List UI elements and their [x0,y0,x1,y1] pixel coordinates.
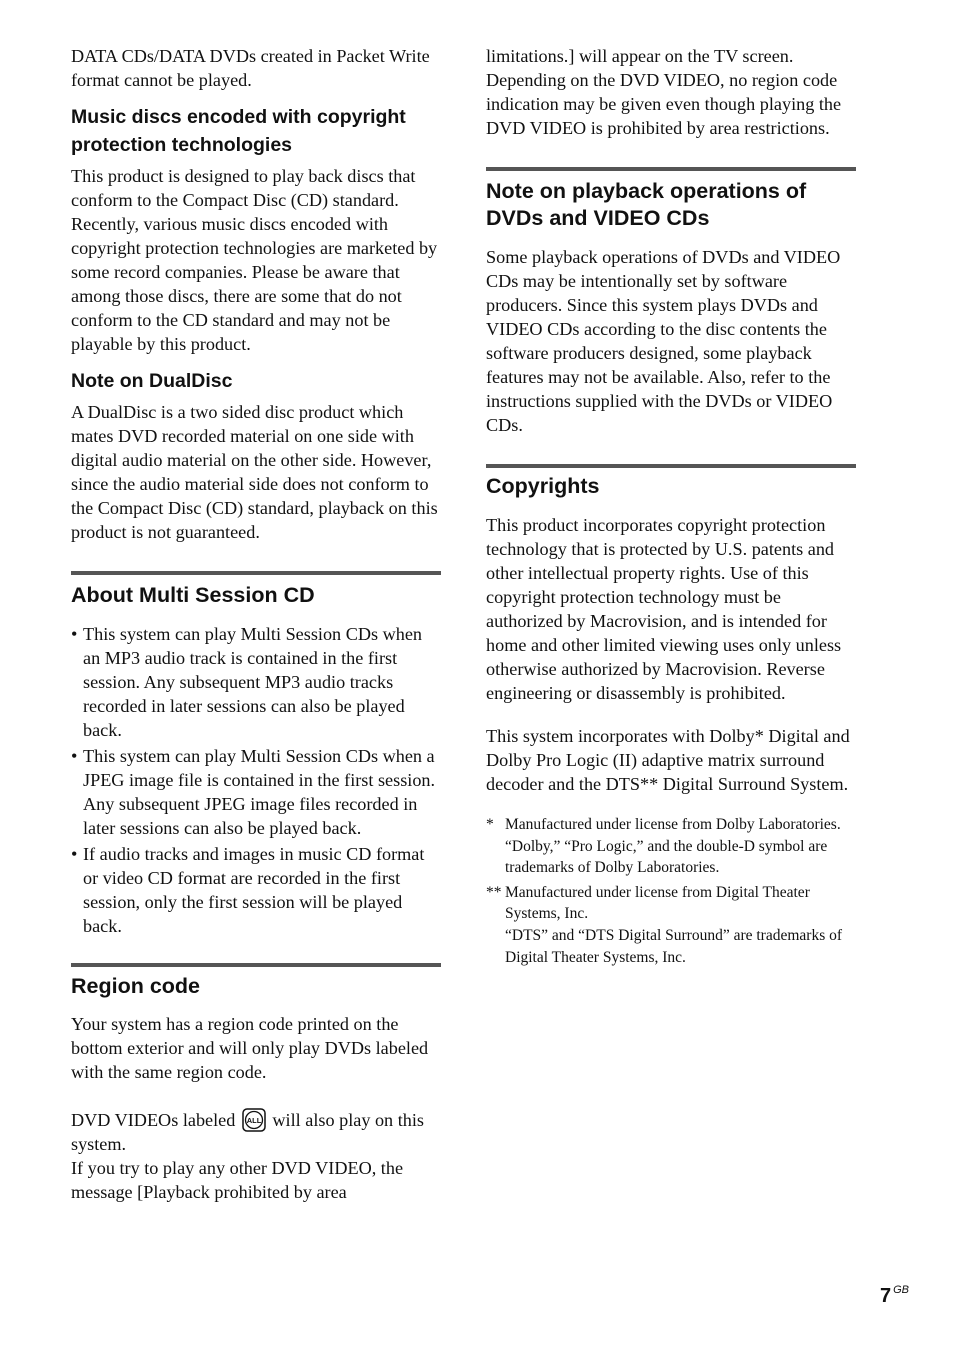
region-all-paragraph [71,1108,441,1156]
multi-session-heading: About Multi Session CD [71,583,315,607]
left-column [71,44,441,1204]
page-number-value: 7 [880,1285,892,1307]
music-discs-text: This product is designed to play back discs that conform to the Compact Disc (CD) standard. Recently, various music discs encoded with copyright protection technologies are marketed by some record companies. Please be aware that among those discs, there are some that do not conform to the CD standard and may not be playable by this product. [71,166,438,354]
footnote-dts [486,882,856,968]
section-divider [71,963,441,967]
footnote-mark: ** [486,883,502,901]
region-all-text-before: DVD VIDEOs labeled [71,1110,236,1130]
dualdisc-text: A DualDisc is a two sided disc product which mates DVD recorded material on one side with digital audio material on the other side. However, since the audio material side does not conform to the Compact Disc (CD) standard, playback on this product is not guaranteed. [71,402,438,542]
playback-ops-heading: Note on playback operations of DVDs and VIDEO CDs [486,179,807,230]
region-message-text: If you try to play any other DVD VIDEO, the message [Playback prohibited by area [71,1158,404,1202]
multi-session-list [71,622,441,938]
region-all-text-after: will also play on this system. [71,1110,424,1154]
copyrights-text: This product incorporates copyright protection technology that is protected by U.S. patents and other intellectual property rights. Use of this copyright protection technology must be authorized by Macrovision, and is intended for home and other limited viewing uses only unless otherwise authorized by Macrovision. Reverse engineering or disassembly is prohibited. [486,515,842,703]
music-discs-heading: Music discs encoded with copyright protection technologies [71,106,406,156]
section-divider [71,571,441,575]
region-all-icon [242,1108,266,1132]
region-code-heading: Region code [71,974,201,998]
footnote-line: Manufactured under license from Dolby Laboratories. [505,816,841,833]
section-divider [486,464,856,468]
continued-text: limitations.] will appear on the TV screen. Depending on the DVD VIDEO, no region code indication may be given even though playing the DVD VIDEO is prohibited by area restrictions. [486,46,842,138]
region-all-icon-label: ALL [246,1116,262,1125]
section-divider [486,167,856,171]
right-column [486,44,856,971]
list-item: • This system can play Multi Session CDs when an MP3 audio track is contained in the first session. Any subsequent MP3 audio tracks recorded in later sessions can also be played back. [71,622,441,742]
page-number [880,1284,909,1308]
footnote-line: “DTS” and “DTS Digital Surround” are trademarks of Digital Theater Systems, Inc. [505,926,843,966]
footnote-line: “Dolby,” “Pro Logic,” and the double-D symbol are trademarks of Dolby Laboratories. [505,837,828,877]
playback-ops-text: Some playback operations of DVDs and VIDEO CDs may be intentionally set by software producers. Since this system plays DVDs and VIDEO CDs according to the disc contents the software producers designed, some playback features may not be available. Also, refer to the instructions supplied with the DVDs or VIDEO CDs. [486,247,841,435]
dolby-dts-text: This system incorporates with Dolby* Digital and Dolby Pro Logic (II) adaptive matrix surround decoder and the DTS** Digital Surround System. [486,726,850,794]
footnote-dolby [486,814,856,879]
intro-text: DATA CDs/DATA DVDs created in Packet Write format cannot be played. [71,46,430,90]
footnotes [486,814,856,968]
list-item: • This system can play Multi Session CDs when a JPEG image file is contained in the first session. Any subsequent JPEG image files recorded in later sessions can also be played back. [71,744,441,840]
copyrights-heading: Copyrights [486,474,600,498]
page-number-suffix: GB [893,1284,910,1296]
footnote-line: Manufactured under license from Digital Theater Systems, Inc. [505,883,810,923]
footnote-mark: * [486,816,494,833]
region-code-text: Your system has a region code printed on the bottom exterior and will only play DVDs labeled with the same region code. [71,1014,429,1082]
dualdisc-heading: Note on DualDisc [71,370,233,392]
list-item: • If audio tracks and images in music CD format or video CD format are recorded in the first session, only the first session will be played back. [71,842,441,938]
